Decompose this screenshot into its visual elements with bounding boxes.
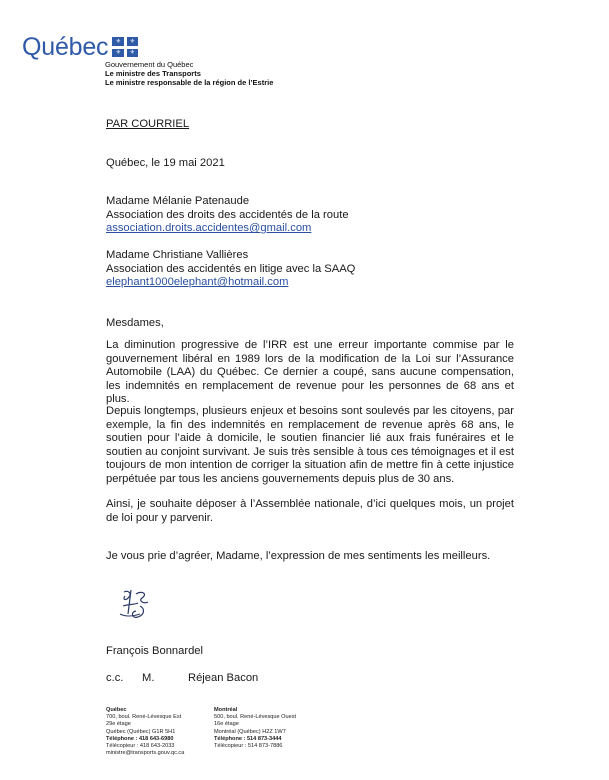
- cc-title: M.: [142, 672, 155, 684]
- recipient-2: [106, 249, 355, 290]
- paragraph: Ainsi, je souhaite déposer à l’Assemblée nationale, d’ici quelques mois, un projet de loi pour y parvenir.: [106, 498, 514, 524]
- paragraph: Depuis longtemps, plusieurs enjeux et besoins sont soulevés par les citoyens, par exemple, la fin des indemnités en remplacement de revenue après 68 ans, le soutien pour l’aide à domicile, le soutien financier lié aux frais funéraires et le soutien au conjoint survivant. Je suis très sensible à tous ces témoignages et il est toujours de mon intention de corriger la situation afin de mettre fin à cette injustice perpétuée par tous les anciens gouvernements depuis plus de 30 ans.: [106, 405, 514, 485]
- footer-address: 500, boul. René-Lévesque Ouest: [214, 714, 297, 721]
- quebec-logo: [22, 30, 138, 64]
- footer-quebec-office: [106, 707, 184, 757]
- footer-city: Québec: [106, 707, 127, 713]
- recipient-name: Madame Mélanie Patenaude: [106, 195, 250, 207]
- recipient-email-link[interactable]: elephant1000elephant@hotmail.com: [106, 276, 289, 289]
- footer-postal: Montréal (Québec) H2Z 1W7: [214, 728, 286, 735]
- recipient-email-link[interactable]: association.droits.accidentes@gmail.com: [106, 222, 312, 235]
- cc-name: Réjean Bacon: [188, 672, 259, 684]
- recipient-1: [106, 195, 349, 236]
- footer-phone: Téléphone : 514 873-3444: [214, 735, 282, 742]
- letter-date: Québec, le 19 mai 2021: [106, 157, 225, 169]
- gov-line-region: Le ministre responsable de la région de l’Estrie: [105, 78, 274, 87]
- footer-address: 700, boul. René-Lévesque Est: [106, 714, 182, 721]
- footer-postal: Québec (Québec) G1R 5H1: [106, 728, 176, 735]
- paragraph: La diminution progressive de l’IRR est une erreur importante commise par le gouvernement libéral en 1989 lors de la modification de la Loi sur l’Assurance Automobile (LAA) du Québec. Ce dernier a coupé, sans aucune compensation, les indemnités en remplacement de revenue pour les personnes de 68 ans et plus.: [106, 339, 514, 406]
- footer-floor: 16e étage: [214, 721, 239, 728]
- footer-fax: Télécopieur : 418 643-2033: [106, 743, 175, 750]
- handwritten-signature: [114, 584, 158, 624]
- footer-city: Montréal: [214, 707, 238, 713]
- recipient-organization: Association des accidentés en litige avec la SAAQ: [106, 262, 356, 275]
- footer-email: ministre@transports.gouv.qc.ca: [106, 750, 185, 757]
- footer-montreal-office: [214, 707, 296, 750]
- gov-line-minister: Le ministre des Transports: [105, 69, 201, 78]
- salutation: Mesdames,: [106, 317, 164, 329]
- fleurdelise-flag-icon: ⚜ ⚜ ⚜ ⚜: [112, 37, 138, 57]
- footer-phone: Téléphone : 418 643-6980: [106, 735, 174, 742]
- cc-label: c.c.: [106, 672, 124, 684]
- recipient-name: Madame Christiane Vallières: [106, 249, 249, 261]
- footer-floor: 29e étage: [106, 721, 131, 728]
- gov-line-government: Gouvernement du Québec: [105, 60, 194, 69]
- carbon-copy: [106, 672, 258, 686]
- recipient-organization: Association des droits des accidentés de la route: [106, 208, 349, 221]
- government-header: [105, 60, 273, 87]
- footer-fax: Télécopieur : 514 873-7886: [214, 743, 283, 750]
- delivery-method: PAR COURRIEL: [106, 118, 190, 130]
- logo-wordmark: Québec: [22, 33, 109, 61]
- signer-name: François Bonnardel: [106, 645, 204, 657]
- closing-line: Je vous prie d’agréer, Madame, l’expression de mes sentiments les meilleurs.: [106, 550, 491, 562]
